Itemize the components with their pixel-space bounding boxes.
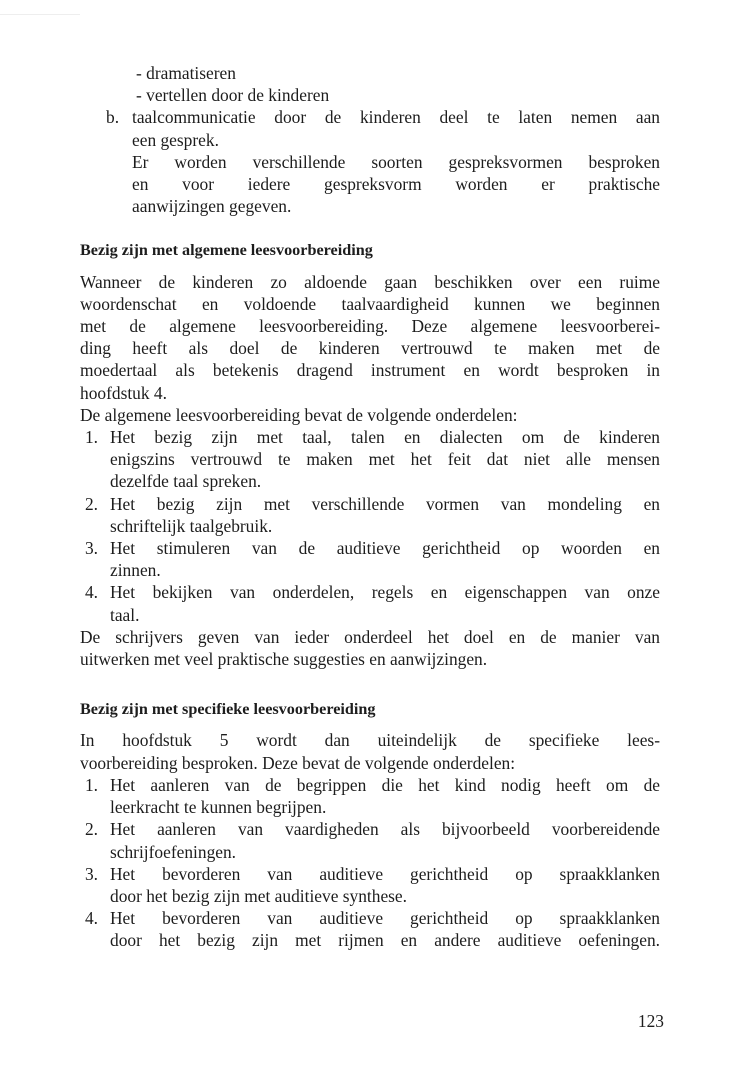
text-line: voorbereiding besproken. Deze bevat de volgende onderdelen: [80, 752, 516, 773]
text-line: schrijfoefeningen. [110, 841, 237, 862]
section-heading: Bezig zijn met algemene leesvoorbereiding [80, 241, 373, 260]
text-line: De algemene leesvoorbereiding bevat de volgende onderdelen: [80, 404, 518, 425]
text-line: Er worden verschillende soorten gespreksvormen besproken [132, 151, 660, 172]
list-item [80, 426, 660, 493]
dash-list [80, 62, 660, 106]
list-item [80, 818, 660, 862]
list-item [80, 537, 660, 581]
numbered-list [80, 426, 660, 626]
text-line: Het bevorderen van auditieve gerichtheid op spraakklanken [110, 863, 660, 884]
list-item [80, 907, 660, 951]
text-line: taal. [110, 604, 140, 625]
list-item-b [80, 106, 660, 217]
list-number: 2. [84, 819, 98, 840]
text-line: leerkracht te kunnen begrijpen. [110, 797, 327, 818]
text-line: Het bekijken van onderdelen, regels en eigenschappen van onze [110, 582, 660, 603]
text-line: taalcommunicatie door de kinderen deel te laten nemen aan [132, 107, 660, 128]
text-line: hoofdstuk 4. [80, 382, 167, 403]
page-body [80, 62, 660, 952]
list-label: b. [106, 107, 120, 128]
text-line: woordenschat en voldoende taalvaardigheid kunnen we beginnen [80, 293, 660, 314]
text-line: Het aanleren van vaardigheden als bijvoorbeeld voorbereidende [110, 819, 660, 840]
list-item [80, 863, 660, 907]
text-line: uitwerken met veel praktische suggesties en aanwijzingen. [80, 649, 488, 670]
list-number: 3. [84, 538, 98, 559]
section-heading: Bezig zijn met specifieke leesvoorbereiding [80, 700, 376, 719]
text-line: aanwijzingen gegeven. [132, 196, 292, 217]
list-item [80, 493, 660, 537]
text-line: enigszins vertrouwd te maken met het feit dat niet alle mensen [110, 449, 660, 470]
list-item [80, 774, 660, 818]
text-line: een gesprek. [132, 129, 219, 150]
list-number: 3. [84, 863, 98, 884]
text-line: Het bevorderen van auditieve gerichtheid op spraakklanken [110, 908, 660, 929]
text-line: Het aanleren van de begrippen die het kind nodig heeft om de [110, 774, 660, 795]
list-item [80, 581, 660, 625]
paragraph [80, 626, 660, 670]
list-number: 2. [84, 493, 98, 514]
scan-edge-mark [0, 14, 80, 15]
list-number: 4. [84, 908, 98, 929]
text-line: schriftelijk taalgebruik. [110, 515, 273, 536]
text-line: zinnen. [110, 560, 161, 581]
text-line: In hoofdstuk 5 wordt dan uiteindelijk de specifieke lees- [80, 730, 660, 751]
text-line: door het bezig zijn met auditieve synthese. [110, 885, 407, 906]
dash-item: - dramatiseren [136, 63, 236, 83]
text-line: met de algemene leesvoorbereiding. Deze algemene leesvoorberei- [80, 316, 660, 337]
text-line: en voor iedere gespreksvorm worden er praktische [132, 174, 660, 195]
text-line: door het bezig zijn met rijmen en andere auditieve oefeningen. [110, 930, 660, 951]
text-line: dezelfde taal spreken. [110, 471, 262, 492]
text-line: Het bezig zijn met verschillende vormen van mondeling en [110, 493, 660, 514]
text-line: Het stimuleren van de auditieve gerichtheid op woorden en [110, 538, 660, 559]
numbered-list [80, 774, 660, 952]
text-line: ding heeft als doel de kinderen vertrouwd te maken met de [80, 338, 660, 359]
list-number: 1. [84, 427, 98, 448]
text-line: Het bezig zijn met taal, talen en dialecten om de kinderen [110, 427, 660, 448]
list-number: 1. [84, 774, 98, 795]
list-number: 4. [84, 582, 98, 603]
text-line: Wanneer de kinderen zo aldoende gaan beschikken over een ruime [80, 271, 660, 292]
page-number: 123 [637, 1011, 664, 1031]
paragraph [80, 729, 660, 773]
paragraph [80, 271, 660, 426]
text-line: De schrijvers geven van ieder onderdeel het doel en de manier van [80, 626, 660, 647]
dash-item: - vertellen door de kinderen [136, 85, 330, 106]
text-line: moedertaal als betekenis dragend instrument en wordt besproken in [80, 360, 660, 381]
